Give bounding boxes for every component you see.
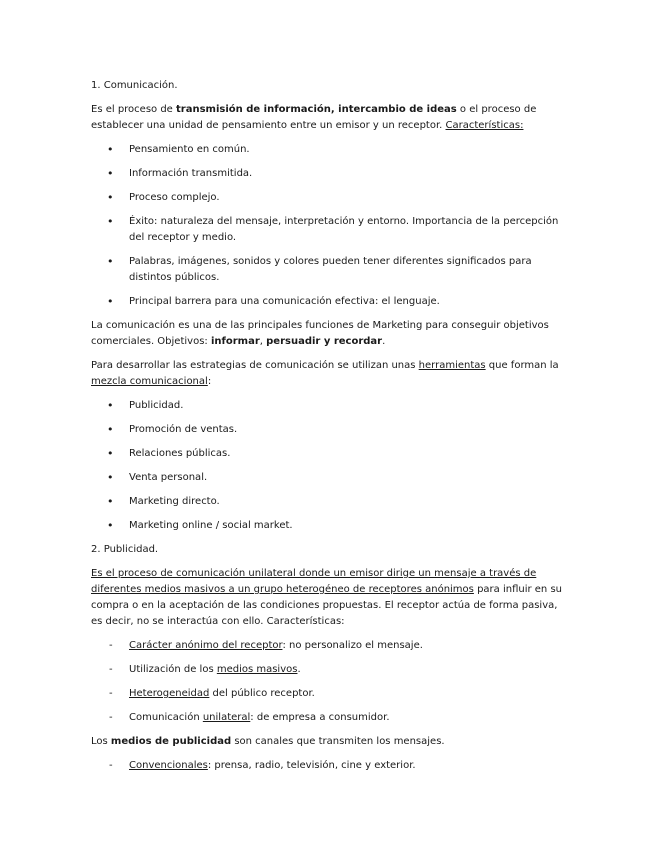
paragraph: Para desarrollar las estrategias de comunicación se utilizan unas herramientas que forman la mezcla comunicacional:: [91, 360, 559, 387]
bullet-list: [91, 142, 571, 310]
dash-list: [91, 758, 571, 774]
bullet-list: [91, 398, 571, 534]
list-item: • Marketing online / social market.: [91, 518, 571, 534]
list-item: - Convencionales: prensa, radio, televisión, cine y exterior.: [91, 758, 571, 774]
list-item: • Éxito: naturaleza del mensaje, interpretación y entorno. Importancia de la percepción del receptor y medio.: [91, 214, 571, 246]
list-item: - Heterogeneidad del público receptor.: [91, 686, 571, 702]
list-item: • Proceso complejo.: [91, 190, 571, 206]
section-heading: 2. Publicidad.: [91, 544, 159, 555]
paragraph: Es el proceso de transmisión de información, intercambio de ideas o el proceso de establecer una unidad de pensamiento entre un emisor y un receptor. Características:: [91, 104, 537, 131]
paragraph: Los medios de publicidad son canales que transmiten los mensajes.: [91, 736, 445, 747]
list-item: • Información transmitida.: [91, 166, 571, 182]
paragraph: La comunicación es una de las principales funciones de Marketing para conseguir objetivos comerciales. Objetivos: informar, persuadir y recordar.: [91, 320, 549, 347]
list-item: • Publicidad.: [91, 398, 571, 414]
list-item: • Principal barrera para una comunicación efectiva: el lenguaje.: [91, 294, 571, 310]
list-item: - Carácter anónimo del receptor: no personalizo el mensaje.: [91, 638, 571, 654]
list-item: - Utilización de los medios masivos.: [91, 662, 571, 678]
list-item: - Comunicación unilateral: de empresa a consumidor.: [91, 710, 571, 726]
list-item: • Relaciones públicas.: [91, 446, 571, 462]
list-item: • Marketing directo.: [91, 494, 571, 510]
list-item: • Palabras, imágenes, sonidos y colores pueden tener diferentes significados para distintos públicos.: [91, 254, 571, 286]
list-item: • Promoción de ventas.: [91, 422, 571, 438]
document-page: [91, 78, 571, 782]
paragraph: Es el proceso de comunicación unilateral donde un emisor dirige un mensaje a través de diferentes medios masivos a un grupo heterogéneo de receptores anónimos para influir en su compra o en la aceptación de las condiciones propuestas. El receptor actúa de forma pasiva, es decir, no se interactúa con ello. Características:: [91, 568, 563, 627]
dash-list: [91, 638, 571, 726]
list-item: • Pensamiento en común.: [91, 142, 571, 158]
section-heading: 1. Comunicación.: [91, 80, 178, 91]
list-item: • Venta personal.: [91, 470, 571, 486]
